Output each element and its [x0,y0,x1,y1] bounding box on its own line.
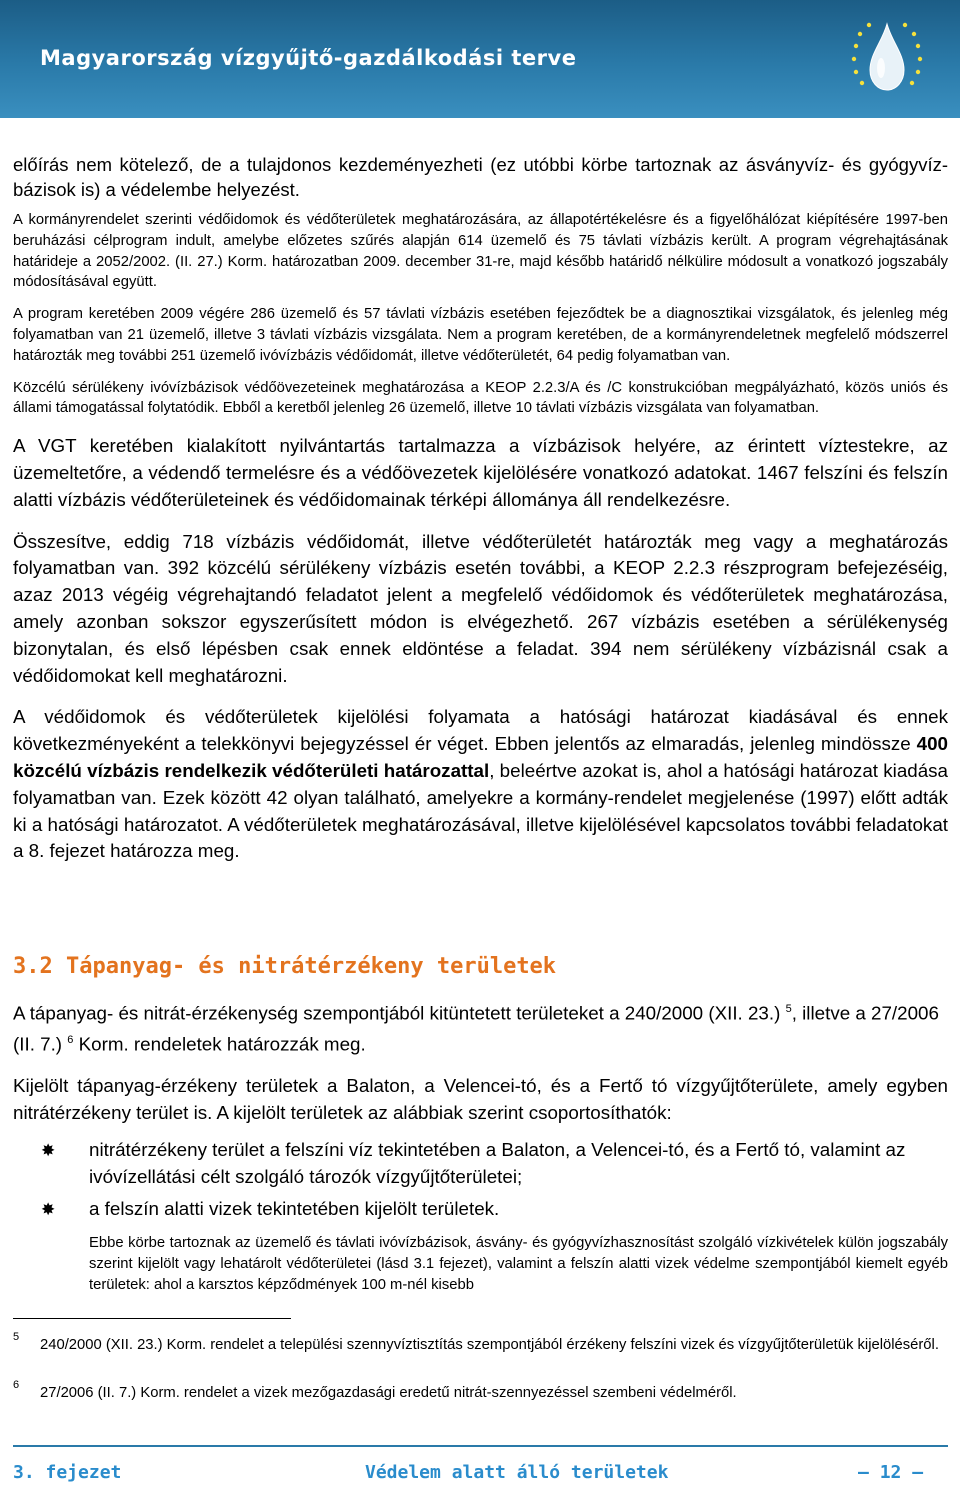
footnote-5 [13,1331,950,1355]
page-number: 12 [879,1462,902,1483]
section-paragraph-1-middle: , illetve a 27/2006 (II. 7.) [13,1002,939,1055]
footer-dash: — [912,1462,924,1483]
footnote-number: 5 [13,1331,20,1343]
footnote-number: 6 [13,1379,20,1391]
list-item-text: nitrátérzékeny terület a felszíni víz tekintetében a Balaton, a Velencei-tó, és a Fertő tó, valamint az ivóvízellátási célt szolgáló tározók vízgyűjtőterületei; [89,1138,906,1187]
paragraph-7-end: , beleértve azokat is, ahol a hatósági határozat kiadása folyamatban van. Ezek között 42 olyan található, amelyekre a kormány-rendelet megjelenése (1997) előtt adták ki a hatósági határozatot. A védőterületek meghatározásával, illetve kijelölésével kapcsolatos további feladatokat a 8. fejezet határozza meg. [13,759,948,862]
bullet-icon: ✸ [41,1140,56,1161]
body-text-top [13,152,948,865]
footnote-text: 27/2006 (II. 7.) Korm. rendelet a vizek mezőgazdasági eredetű nitrát-szennyezéssel szembeni védelméről. [40,1385,737,1401]
footnote-text: 240/2000 (XII. 23.) Korm. rendelet a települési szennyvíztisztítás szempontjából érzékeny felszíni vizek és vízgyűjtőterületük kijelöléséről. [40,1337,939,1353]
paragraph-2: A kormányrendelet szerinti védőidomok és védőterületek meghatározására, az állapotértékelésre és a figyelőhálózat kiépítésére 1997-ben beruházási célprogram indult, amelybe előzetes szűrés alapján 614 üzemelő és 75 távlati vízbázis került. A program végrehajtásának határideje a 2052/2002. (II. 27.) Korm. határozatban 2009. december 31-re, majd később határidő nélkülire módosult a vonatkozó jogszabály módosításával együtt. [13,212,948,291]
paragraph-7-start: A védőidomok és védőterületek kijelölési folyamata a hatósági határozat kiadásával és ennek következményeként a telekkönyvi bejegyzéssel ér véget. Ebben jelentős az elmaradás, jelenleg mindössze [13,706,948,755]
footnote-6 [13,1379,950,1403]
section-paragraph-2: Kijelölt tápanyag-érzékeny területek a Balaton, a Velencei-tó, és a Fertő tó vízgyűjtőterülete, amely egyben nitrátérzékeny terület is. A kijelölt területek az alábbiak szerint csoportosíthatók: [13,1075,948,1123]
footer-title: Védelem alatt álló területek [365,1462,669,1483]
sub-paragraph: Ebbe körbe tartoznak az üzemelő és távlati ivóvízbázisok, ásvány- és gyógyvízhasznosítást szolgáló vízkivételek külön jogszabály szerint kijelölt vagy lehatárolt védőterületei (lásd 3.1 fejezet), valamint a felszín alatti vizek védelme szempontjából kiemelt egyéb területek: ahol a karsztos képződmények 100 m-nél kisebb [89,1235,948,1293]
paragraph-5: A VGT keretében kialakított nyilvántartás tartalmazza a vízbázisok helyére, az érintett víztestekre, az üzemeltetőre, a védendő termelésre és a védőövezetek kijelölésére vonatkozó adatokat. 1467 felszíni és felszín alatti vízbázis védőterületeinek és védőidomainak térképi állománya áll rendelkezésre. [13,435,948,510]
list-item [13,1137,948,1191]
footer-page [858,1462,923,1483]
footer-divider [13,1445,948,1447]
section-paragraph-1 [13,996,948,1058]
section-paragraph-1-start: A tápanyag- és nitrát-érzékenység szempontjából kitüntetett területeket a 240/2000 (XII. 23.) [13,1002,781,1024]
water-drop-eu-stars-logo [842,12,932,102]
footer-dash: — [858,1462,869,1483]
list-item [13,1196,948,1223]
footer-chapter: 3. fejezet [13,1462,122,1483]
footnote-separator [13,1318,291,1319]
bullet-list [13,1137,948,1223]
document-header [0,0,960,118]
footnote-ref-6[interactable]: 6 [67,1034,74,1047]
document-title: Magyarország vízgyűjtő-gazdálkodási terve [40,46,577,70]
paragraph-7-emphasis: 400 közcélú vízbázis rendelkezik védőterületi határozattal [13,733,948,781]
section-heading: 3.2 Tápanyag- és nitrátérzékeny területek [13,954,557,979]
footnote-ref-5[interactable]: 5 [785,1003,792,1015]
list-item-text: a felszín alatti vizek tekintetében kijelölt területek. [89,1198,500,1220]
paragraph-7 [13,704,948,865]
paragraph-4: Közcélú sérülékeny ivóvízbázisok védőövezeteinek meghatározása a KEOP 2.2.3/A és /C konstrukcióban megpályázható, közös uniós és állami támogatással folytatódik. Ebből a keretből jelenleg 26 üzemelő, illetve 10 távlati vízbázis vizsgálata van folyamatban. [13,379,948,417]
body-text-section [13,996,948,1296]
bullet-icon: ✸ [41,1200,56,1221]
section-paragraph-1-end: Korm. rendeletek határozzák meg. [73,1033,366,1055]
paragraph-3: A program keretében 2009 végére 286 üzemelő és 57 távlati vízbázis esetében fejeződtek be a diagnosztikai vizsgálatok, és jelenleg még folyamatban van 21 üzemelő, illetve 3 távlati vízbázis vizsgálata. Nem a program keretében, de a kormányrendeletnek megfelelő módszerrel határozták meg további 251 üzemelő ivóvízbázis védőidomát, illetve védőterületét, 64 pedig folyamatban van. [13,306,948,364]
paragraph-1: előírás nem kötelező, de a tulajdonos kezdeményezheti (ez utóbbi körbe tartoznak az ásványvíz- és gyógyvíz-bázisok is) a védelembe helyezést. [13,154,948,200]
paragraph-6: Összesítve, eddig 718 vízbázis védőidomát, illetve védőterületét határozták meg vagy a meghatározás folyamatban van. 392 közcélú sérülékeny vízbázis esetén további, a KEOP 2.2.3 részprogram befejezéséig, azaz 2013 végéig végrehajtandó feladatot jelent a megfelelő védőidomok és védőterületek meghatározása, amely azonban sokszor egyszerűsített módon is elvégezhető. 267 vízbázis esetében a sérülékenység bizonytalan, és első lépésben csak ennek eldöntése a feladat. 394 nem sérülékeny vízbázisnál csak a védőidomokat kell meghatározni. [13,530,948,686]
